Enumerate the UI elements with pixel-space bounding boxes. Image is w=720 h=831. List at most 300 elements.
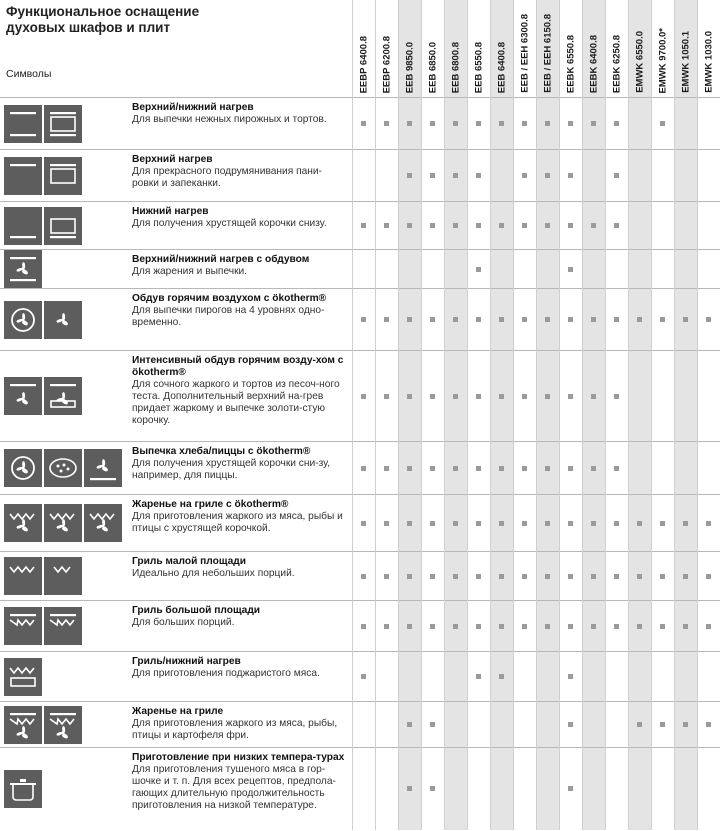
availability-cell — [582, 748, 605, 830]
small-grill-alt-icon — [44, 557, 82, 595]
availability-cell — [674, 150, 697, 202]
feature-description: Для приготовления поджаристого мяса. — [132, 668, 320, 679]
available-marker — [637, 722, 642, 727]
availability-cell — [352, 289, 375, 351]
availability-cell — [536, 702, 559, 748]
feature-icons — [0, 652, 130, 702]
feature-icons — [0, 702, 130, 748]
pot-icon — [4, 770, 42, 808]
availability-cell — [628, 552, 651, 601]
availability-cell — [490, 748, 513, 830]
available-marker — [476, 267, 481, 272]
available-marker — [660, 521, 665, 526]
feature-description: Для приготовления тушеного мяса в гор-шочке и т. п. Для всех рецептов, предпола-гающих длительную продолжительность приготовления на низкой температуре. — [132, 764, 336, 811]
availability-cell — [536, 552, 559, 601]
available-marker — [499, 466, 504, 471]
model-header — [559, 0, 582, 98]
availability-cell — [375, 601, 398, 652]
availability-cell — [398, 150, 421, 202]
model-name: EEB / EEH 6150.8 — [542, 14, 553, 93]
model-name: EMWK 1030.0 — [703, 31, 715, 93]
availability-cell — [352, 702, 375, 748]
available-marker — [430, 624, 435, 629]
model-name: EMWK 1050.1 — [680, 31, 691, 93]
availability-cell — [398, 202, 421, 250]
availability-cell — [674, 98, 697, 150]
availability-cell — [467, 495, 490, 552]
small-grill-icon — [4, 557, 42, 595]
large-grill-alt-icon — [44, 607, 82, 645]
title-line-1: Функциональное оснащение — [6, 4, 200, 19]
availability-cell — [421, 495, 444, 552]
feature-row — [0, 289, 720, 351]
available-marker — [614, 121, 619, 126]
availability-cell — [697, 202, 720, 250]
feature-title: Верхний/нижний нагрев с обдувом — [132, 254, 310, 265]
availability-cell — [582, 495, 605, 552]
availability-cell — [674, 552, 697, 601]
model-header — [467, 0, 490, 98]
availability-cell — [697, 250, 720, 289]
available-marker — [361, 624, 366, 629]
available-marker — [591, 624, 596, 629]
availability-cell — [582, 601, 605, 652]
availability-cell — [398, 601, 421, 652]
availability-cell — [375, 495, 398, 552]
model-header — [513, 0, 536, 98]
feature-icons — [0, 748, 130, 830]
feature-description: Идеально для небольших порций. — [132, 568, 295, 579]
available-marker — [476, 317, 481, 322]
available-marker — [706, 722, 711, 727]
feature-row — [0, 98, 720, 150]
availability-cell — [467, 702, 490, 748]
model-header — [444, 0, 467, 98]
availability-cell — [352, 351, 375, 442]
bottom-heat-small-icon — [44, 207, 82, 245]
available-marker — [568, 674, 573, 679]
feature-description-cell — [130, 202, 352, 250]
model-header — [375, 0, 398, 98]
feature-title: Гриль малой площади — [132, 556, 246, 567]
available-marker — [637, 521, 642, 526]
feature-description: Для сочного жаркого и тортов из песоч-ного теста. Дополнительный верхний на-грев придает жаркому и выпечке золоти-стую корочку. — [132, 379, 340, 426]
feature-description-cell — [130, 601, 352, 652]
available-marker — [591, 521, 596, 526]
availability-cell — [628, 250, 651, 289]
availability-cell — [536, 98, 559, 150]
availability-cell — [398, 748, 421, 830]
availability-cell — [444, 250, 467, 289]
availability-cell — [674, 702, 697, 748]
availability-cell — [582, 552, 605, 601]
availability-cell — [651, 150, 674, 202]
availability-cell — [490, 442, 513, 495]
feature-row — [0, 250, 720, 289]
availability-cell — [559, 202, 582, 250]
feature-icons — [0, 202, 130, 250]
availability-cell — [674, 250, 697, 289]
availability-cell — [421, 702, 444, 748]
availability-cell — [536, 351, 559, 442]
feature-description: Для выпечки пирогов на 4 уровнях одно-временно. — [132, 305, 325, 328]
availability-cell — [513, 652, 536, 702]
feature-row — [0, 495, 720, 552]
availability-cell — [651, 652, 674, 702]
model-header — [421, 0, 444, 98]
availability-cell — [697, 702, 720, 748]
availability-cell — [375, 652, 398, 702]
availability-cell — [490, 202, 513, 250]
availability-cell — [697, 495, 720, 552]
available-marker — [499, 624, 504, 629]
available-marker — [476, 121, 481, 126]
available-marker — [614, 624, 619, 629]
availability-cell — [490, 652, 513, 702]
available-marker — [568, 223, 573, 228]
availability-cell — [352, 495, 375, 552]
available-marker — [453, 574, 458, 579]
grill-fan-icon — [4, 504, 42, 542]
available-marker — [683, 574, 688, 579]
available-marker — [522, 173, 527, 178]
feature-row — [0, 351, 720, 442]
availability-cell — [582, 442, 605, 495]
availability-cell — [674, 495, 697, 552]
availability-cell — [513, 702, 536, 748]
available-marker — [453, 466, 458, 471]
availability-cell — [513, 202, 536, 250]
grill-fan-large-icon — [84, 504, 122, 542]
available-marker — [591, 574, 596, 579]
feature-description-cell — [130, 702, 352, 748]
availability-cell — [697, 351, 720, 442]
top-bottom-fan-icon — [4, 250, 42, 288]
availability-cell — [582, 652, 605, 702]
available-marker — [384, 574, 389, 579]
available-marker — [407, 786, 412, 791]
availability-cell — [697, 552, 720, 601]
available-marker — [706, 624, 711, 629]
available-marker — [522, 574, 527, 579]
model-header — [352, 0, 375, 98]
available-marker — [361, 317, 366, 322]
availability-cell — [651, 601, 674, 652]
availability-cell — [559, 601, 582, 652]
available-marker — [430, 786, 435, 791]
feature-title: Гриль/нижний нагрев — [132, 656, 241, 667]
intensive-fan-icon — [4, 377, 42, 415]
top-heat-icon — [4, 157, 42, 195]
availability-cell — [352, 202, 375, 250]
available-marker — [476, 466, 481, 471]
availability-cell — [697, 98, 720, 150]
availability-cell — [674, 748, 697, 830]
availability-cell — [605, 289, 628, 351]
availability-cell — [697, 289, 720, 351]
available-marker — [384, 394, 389, 399]
availability-cell — [421, 748, 444, 830]
available-marker — [545, 394, 550, 399]
availability-cell — [605, 202, 628, 250]
availability-cell — [536, 442, 559, 495]
available-marker — [614, 223, 619, 228]
available-marker — [637, 624, 642, 629]
available-marker — [660, 624, 665, 629]
available-marker — [499, 317, 504, 322]
availability-cell — [352, 250, 375, 289]
available-marker — [614, 521, 619, 526]
availability-cell — [513, 748, 536, 830]
feature-description-cell — [130, 351, 352, 442]
feature-title: Нижний нагрев — [132, 206, 209, 217]
availability-cell — [536, 202, 559, 250]
availability-cell — [467, 552, 490, 601]
available-marker — [430, 121, 435, 126]
available-marker — [499, 121, 504, 126]
availability-cell — [605, 702, 628, 748]
model-header — [490, 0, 513, 98]
feature-description: Для жарения и выпечки. — [132, 266, 248, 277]
model-header-row — [0, 0, 720, 98]
available-marker — [545, 574, 550, 579]
availability-cell — [582, 202, 605, 250]
availability-cell — [651, 442, 674, 495]
available-marker — [568, 466, 573, 471]
available-marker — [545, 466, 550, 471]
feature-row — [0, 202, 720, 250]
feature-icons — [0, 250, 130, 289]
available-marker — [384, 317, 389, 322]
availability-cell — [559, 250, 582, 289]
ring-fan-icon — [4, 449, 42, 487]
availability-cell — [559, 98, 582, 150]
fan-icon — [44, 301, 82, 339]
feature-icons — [0, 351, 130, 442]
available-marker — [568, 521, 573, 526]
feature-row — [0, 748, 720, 830]
availability-cell — [674, 289, 697, 351]
available-marker — [660, 317, 665, 322]
feature-title: Верхний нагрев — [132, 154, 213, 165]
available-marker — [522, 223, 527, 228]
model-name: EEBP 6200.8 — [381, 35, 392, 93]
availability-cell — [444, 748, 467, 830]
feature-description: Для больших порций. — [132, 617, 235, 628]
pizza-fan-icon — [84, 449, 122, 487]
availability-cell — [605, 495, 628, 552]
availability-cell — [536, 289, 559, 351]
availability-cell — [398, 652, 421, 702]
intensive-fan-small-icon — [44, 377, 82, 415]
available-marker — [499, 521, 504, 526]
availability-cell — [467, 202, 490, 250]
available-marker — [545, 317, 550, 322]
available-marker — [522, 121, 527, 126]
available-marker — [361, 223, 366, 228]
feature-icons — [0, 289, 130, 351]
available-marker — [614, 466, 619, 471]
available-marker — [683, 521, 688, 526]
availability-cell — [467, 250, 490, 289]
available-marker — [545, 521, 550, 526]
model-name: EEBK 6250.8 — [611, 34, 622, 93]
available-marker — [706, 317, 711, 322]
available-marker — [591, 466, 596, 471]
available-marker — [430, 722, 435, 727]
availability-cell — [444, 702, 467, 748]
availability-cell — [536, 150, 559, 202]
availability-cell — [444, 652, 467, 702]
available-marker — [430, 466, 435, 471]
available-marker — [361, 674, 366, 679]
availability-cell — [375, 150, 398, 202]
availability-cell — [628, 702, 651, 748]
availability-cell — [628, 202, 651, 250]
availability-cell — [352, 552, 375, 601]
availability-cell — [398, 289, 421, 351]
available-marker — [453, 223, 458, 228]
grill-bottom-icon — [4, 658, 42, 696]
available-marker — [361, 121, 366, 126]
available-marker — [476, 624, 481, 629]
feature-title: Верхний/нижний нагрев — [132, 102, 254, 113]
availability-cell — [582, 702, 605, 748]
availability-cell — [559, 289, 582, 351]
availability-cell — [651, 702, 674, 748]
availability-cell — [559, 495, 582, 552]
availability-cell — [513, 289, 536, 351]
availability-cell — [421, 202, 444, 250]
available-marker — [683, 722, 688, 727]
availability-cell — [398, 495, 421, 552]
feature-icons — [0, 552, 130, 601]
availability-cell — [490, 495, 513, 552]
availability-cell — [467, 98, 490, 150]
availability-cell — [352, 150, 375, 202]
availability-cell — [582, 351, 605, 442]
feature-row — [0, 150, 720, 202]
available-marker — [453, 317, 458, 322]
available-marker — [660, 722, 665, 727]
feature-description-cell — [130, 250, 352, 289]
availability-cell — [375, 250, 398, 289]
availability-cell — [651, 495, 674, 552]
availability-cell — [674, 652, 697, 702]
availability-cell — [628, 601, 651, 652]
feature-title: Жаренье на гриле — [132, 706, 224, 717]
availability-cell — [651, 250, 674, 289]
availability-cell — [490, 601, 513, 652]
availability-cell — [605, 150, 628, 202]
availability-cell — [628, 748, 651, 830]
availability-cell — [444, 202, 467, 250]
availability-cell — [490, 289, 513, 351]
availability-cell — [375, 748, 398, 830]
available-marker — [407, 521, 412, 526]
available-marker — [660, 574, 665, 579]
available-marker — [614, 173, 619, 178]
availability-cell — [398, 552, 421, 601]
grill-roast-icon — [4, 706, 42, 744]
available-marker — [545, 121, 550, 126]
availability-cell — [421, 552, 444, 601]
model-header — [651, 0, 674, 98]
model-name: EEB / EEH 6300.8 — [519, 14, 530, 93]
available-marker — [522, 521, 527, 526]
model-header — [697, 0, 720, 98]
ring-fan-icon — [4, 301, 42, 339]
availability-cell — [444, 289, 467, 351]
available-marker — [407, 624, 412, 629]
available-marker — [407, 574, 412, 579]
availability-cell — [467, 150, 490, 202]
availability-cell — [605, 351, 628, 442]
availability-cell — [697, 652, 720, 702]
availability-cell — [674, 442, 697, 495]
availability-cell — [467, 652, 490, 702]
feature-description: Для прекрасного подрумянивания пани-ровки и запеканки. — [132, 166, 322, 189]
availability-cell — [628, 351, 651, 442]
availability-cell — [536, 250, 559, 289]
feature-description-cell — [130, 552, 352, 601]
available-marker — [407, 722, 412, 727]
availability-cell — [398, 98, 421, 150]
availability-cell — [513, 442, 536, 495]
availability-cell — [467, 289, 490, 351]
model-header — [398, 0, 421, 98]
available-marker — [476, 521, 481, 526]
availability-cell — [513, 552, 536, 601]
availability-cell — [513, 98, 536, 150]
availability-cell — [697, 442, 720, 495]
feature-description: Для приготовления жаркого из мяса, рыбы и птицы с хрустящей корочкой. — [132, 511, 343, 534]
model-name: EEB 6400.8 — [496, 41, 507, 93]
availability-cell — [421, 150, 444, 202]
availability-cell — [559, 351, 582, 442]
available-marker — [476, 223, 481, 228]
available-marker — [637, 574, 642, 579]
available-marker — [407, 173, 412, 178]
symbols-label: Символы — [6, 68, 52, 80]
available-marker — [568, 574, 573, 579]
availability-cell — [375, 552, 398, 601]
large-grill-icon — [4, 607, 42, 645]
available-marker — [430, 173, 435, 178]
availability-cell — [651, 552, 674, 601]
available-marker — [453, 521, 458, 526]
feature-icons — [0, 442, 130, 495]
availability-cell — [398, 442, 421, 495]
availability-cell — [375, 289, 398, 351]
available-marker — [545, 624, 550, 629]
available-marker — [568, 173, 573, 178]
availability-cell — [421, 289, 444, 351]
availability-cell — [628, 150, 651, 202]
availability-cell — [559, 702, 582, 748]
feature-description-cell — [130, 150, 352, 202]
available-marker — [614, 574, 619, 579]
availability-cell — [651, 351, 674, 442]
availability-cell — [398, 250, 421, 289]
availability-cell — [582, 250, 605, 289]
top-heat-small-icon — [44, 157, 82, 195]
feature-description-cell — [130, 748, 352, 830]
available-marker — [361, 574, 366, 579]
availability-cell — [467, 748, 490, 830]
available-marker — [407, 466, 412, 471]
availability-cell — [628, 98, 651, 150]
